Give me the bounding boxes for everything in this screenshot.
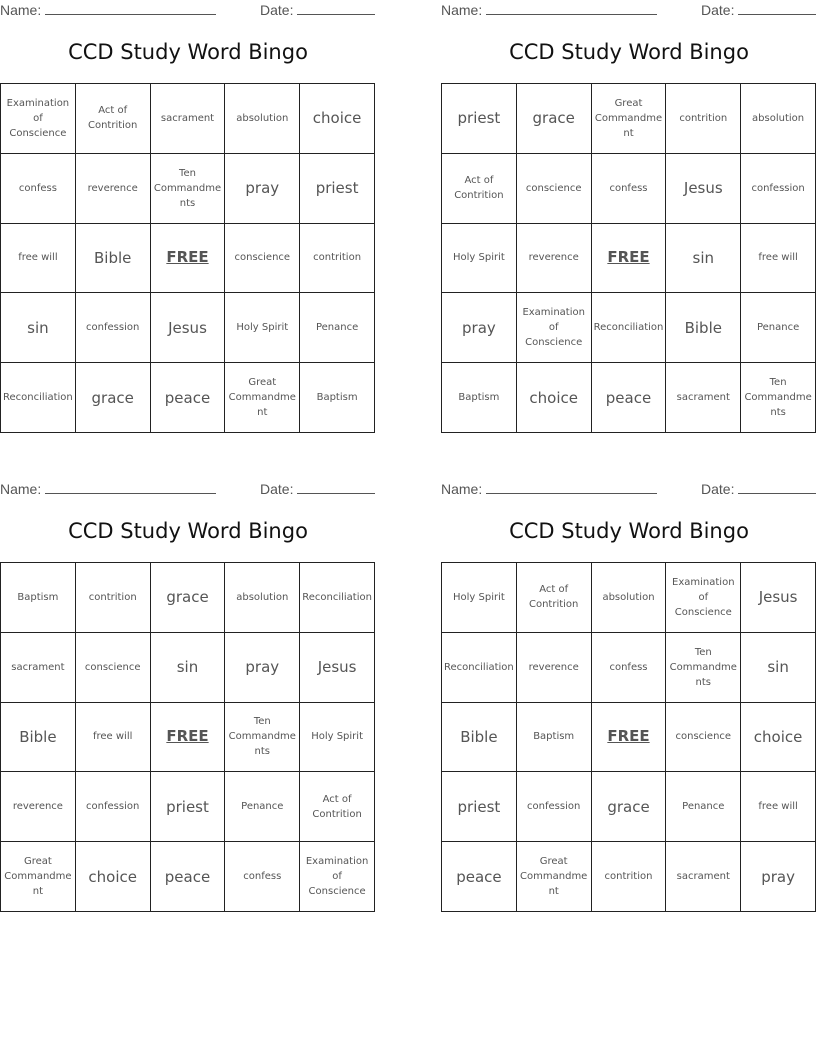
- bingo-cell: sin: [741, 633, 816, 703]
- free-space-cell: FREE: [151, 224, 226, 294]
- bingo-cell: Ten Commandments: [666, 633, 741, 703]
- free-space-cell: FREE: [151, 703, 226, 773]
- bingo-cell: confess: [225, 842, 300, 912]
- bingo-cell: pray: [225, 154, 300, 224]
- bingo-cell: Great Commandment: [592, 84, 667, 154]
- bingo-cell: Great Commandment: [1, 842, 76, 912]
- card-title: CCD Study Word Bingo: [509, 40, 749, 64]
- bingo-cell: Examination of Conscience: [1, 84, 76, 154]
- bingo-cell: peace: [151, 842, 226, 912]
- name-date-row: [0, 2, 376, 20]
- bingo-cell: confess: [1, 154, 76, 224]
- bingo-cell: Great Commandment: [225, 363, 300, 433]
- bingo-cell: contrition: [300, 224, 375, 294]
- bingo-cell: peace: [592, 363, 667, 433]
- bingo-cell: confess: [592, 633, 667, 703]
- date-field: [260, 481, 375, 497]
- bingo-cell: Jesus: [300, 633, 375, 703]
- bingo-cell: Holy Spirit: [442, 224, 517, 294]
- bingo-cell: absolution: [225, 84, 300, 154]
- bingo-cell: Ten Commandments: [225, 703, 300, 773]
- bingo-cell: Holy Spirit: [442, 563, 517, 633]
- bingo-cell: free will: [76, 703, 151, 773]
- bingo-cell: pray: [442, 293, 517, 363]
- bingo-cell: confession: [517, 772, 592, 842]
- bingo-cell: sacrament: [666, 363, 741, 433]
- bingo-cell: reverence: [517, 224, 592, 294]
- bingo-cell: conscience: [76, 633, 151, 703]
- bingo-cell: Reconciliation: [1, 363, 76, 433]
- bingo-cell: Ten Commandments: [151, 154, 226, 224]
- card-title: CCD Study Word Bingo: [68, 519, 308, 543]
- bingo-cell: Penance: [741, 293, 816, 363]
- date-label: Date:: [701, 2, 735, 18]
- bingo-cell: Bible: [76, 224, 151, 294]
- bingo-cell: Jesus: [666, 154, 741, 224]
- bingo-cell: Examination of Conscience: [300, 842, 375, 912]
- card-title: CCD Study Word Bingo: [509, 519, 749, 543]
- bingo-cell: priest: [442, 84, 517, 154]
- bingo-cell: free will: [1, 224, 76, 294]
- bingo-cell: Act of Contrition: [76, 84, 151, 154]
- bingo-cell: conscience: [225, 224, 300, 294]
- bingo-cell: sacrament: [666, 842, 741, 912]
- bingo-cell: grace: [592, 772, 667, 842]
- bingo-cell: priest: [442, 772, 517, 842]
- bingo-cell: peace: [151, 363, 226, 433]
- name-blank-line: [45, 481, 216, 494]
- bingo-cell: absolution: [592, 563, 667, 633]
- name-label: Name:: [441, 481, 483, 497]
- bingo-cell: sin: [151, 633, 226, 703]
- bingo-cell: reverence: [1, 772, 76, 842]
- bingo-cell: conscience: [517, 154, 592, 224]
- bingo-cell: Jesus: [151, 293, 226, 363]
- name-label: Name:: [441, 2, 483, 18]
- bingo-cell: free will: [741, 224, 816, 294]
- bingo-cell: confession: [741, 154, 816, 224]
- bingo-cell: pray: [225, 633, 300, 703]
- bingo-cell: choice: [741, 703, 816, 773]
- bingo-cell: Baptism: [300, 363, 375, 433]
- bingo-cell: priest: [151, 772, 226, 842]
- bingo-cell: absolution: [741, 84, 816, 154]
- name-blank-line: [45, 2, 216, 15]
- bingo-cell: contrition: [592, 842, 667, 912]
- name-field: [441, 2, 657, 18]
- date-blank-line: [297, 2, 375, 15]
- bingo-cell: sacrament: [1, 633, 76, 703]
- name-date-row: [0, 481, 376, 499]
- bingo-cell: Bible: [1, 703, 76, 773]
- bingo-cell: Act of Contrition: [517, 563, 592, 633]
- bingo-cell: grace: [151, 563, 226, 633]
- date-label: Date:: [701, 481, 735, 497]
- bingo-cell: choice: [300, 84, 375, 154]
- name-field: [0, 2, 216, 18]
- bingo-cell: sin: [1, 293, 76, 363]
- bingo-cell: Act of Contrition: [442, 154, 517, 224]
- bingo-cell: sacrament: [151, 84, 226, 154]
- bingo-cell: Penance: [225, 772, 300, 842]
- date-blank-line: [297, 481, 375, 494]
- bingo-cell: confession: [76, 772, 151, 842]
- bingo-cell: confession: [76, 293, 151, 363]
- bingo-cell: grace: [76, 363, 151, 433]
- bingo-cell: Baptism: [1, 563, 76, 633]
- bingo-cell: free will: [741, 772, 816, 842]
- bingo-grid: [0, 83, 375, 433]
- bingo-cell: Penance: [666, 772, 741, 842]
- bingo-grid: [441, 562, 816, 912]
- bingo-cell: contrition: [76, 563, 151, 633]
- date-label: Date:: [260, 2, 294, 18]
- date-field: [701, 481, 816, 497]
- bingo-cell: priest: [300, 154, 375, 224]
- name-field: [0, 481, 216, 497]
- name-blank-line: [486, 2, 657, 15]
- card-title: CCD Study Word Bingo: [68, 40, 308, 64]
- name-field: [441, 481, 657, 497]
- bingo-grid: [441, 83, 816, 433]
- name-date-row: [441, 2, 816, 20]
- date-field: [260, 2, 375, 18]
- bingo-cell: reverence: [517, 633, 592, 703]
- bingo-grid: [0, 562, 375, 912]
- bingo-cell: Ten Commandments: [741, 363, 816, 433]
- bingo-cell: Jesus: [741, 563, 816, 633]
- date-blank-line: [738, 481, 816, 494]
- bingo-cell: sin: [666, 224, 741, 294]
- bingo-cell: Baptism: [517, 703, 592, 773]
- bingo-cell: Reconciliation: [442, 633, 517, 703]
- name-label: Name:: [0, 481, 42, 497]
- bingo-cell: choice: [76, 842, 151, 912]
- bingo-cell: choice: [517, 363, 592, 433]
- free-space-cell: FREE: [592, 703, 667, 773]
- bingo-cell: absolution: [225, 563, 300, 633]
- name-label: Name:: [0, 2, 42, 18]
- bingo-cell: confess: [592, 154, 667, 224]
- bingo-cell: Examination of Conscience: [517, 293, 592, 363]
- bingo-cell: reverence: [76, 154, 151, 224]
- bingo-cell: Great Commandment: [517, 842, 592, 912]
- bingo-cell: peace: [442, 842, 517, 912]
- bingo-cell: Bible: [666, 293, 741, 363]
- date-blank-line: [738, 2, 816, 15]
- free-space-cell: FREE: [592, 224, 667, 294]
- bingo-cell: Holy Spirit: [225, 293, 300, 363]
- bingo-cell: Bible: [442, 703, 517, 773]
- date-field: [701, 2, 816, 18]
- bingo-cell: Reconciliation: [592, 293, 667, 363]
- bingo-cell: Act of Contrition: [300, 772, 375, 842]
- bingo-cell: pray: [741, 842, 816, 912]
- name-date-row: [441, 481, 816, 499]
- bingo-cell: Penance: [300, 293, 375, 363]
- bingo-cell: Reconciliation: [300, 563, 375, 633]
- bingo-cell: Baptism: [442, 363, 517, 433]
- bingo-cell: grace: [517, 84, 592, 154]
- bingo-cell: Holy Spirit: [300, 703, 375, 773]
- bingo-cell: Examination of Conscience: [666, 563, 741, 633]
- name-blank-line: [486, 481, 657, 494]
- bingo-cell: conscience: [666, 703, 741, 773]
- bingo-cell: contrition: [666, 84, 741, 154]
- date-label: Date:: [260, 481, 294, 497]
